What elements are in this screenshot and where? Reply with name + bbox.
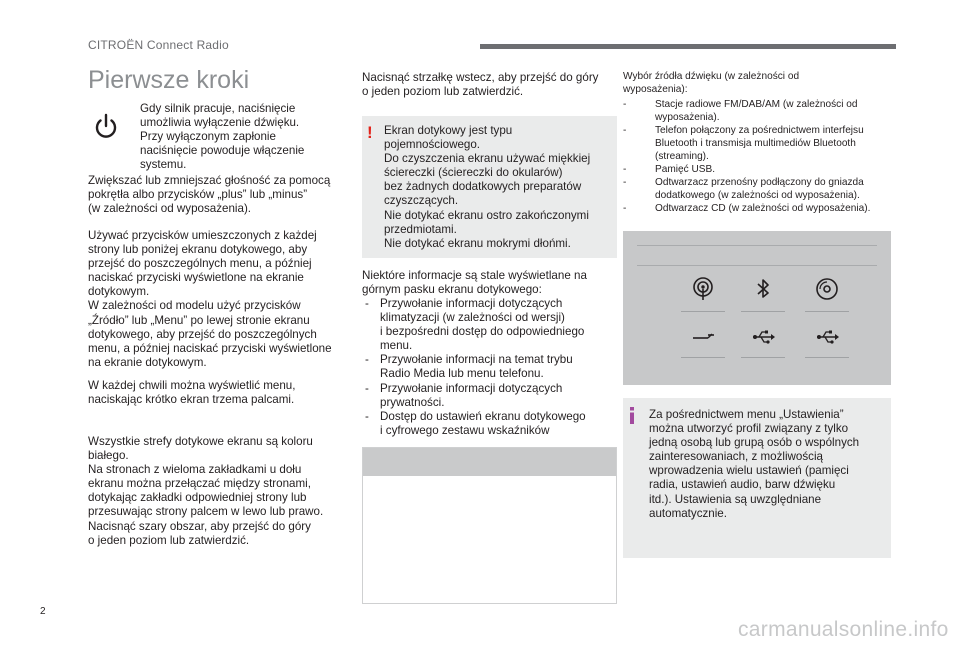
icon-underline — [741, 357, 785, 358]
source-selection-intro: Wybór źródła dźwięku (w zależności od wyposażenia): — [623, 71, 800, 95]
placeholder-header-bar — [363, 448, 616, 476]
volume-paragraph: Zwiększać lub zmniejszać głośność za pomocą pokrętła albo przycisków „plus” lub „minus” (w zależności od wyposażenia). — [88, 174, 331, 216]
info-text: Za pośrednictwem menu „Ustawienia” można utworzyć profil związany z tylko jedną osobą lub grupą osób o wspólnych zainteresowaniach, z możliwością wprowadzenia wielu ustawień (pamięci radia, ustawień audio, barw dźwięku itd.). Ustawienia są uwzględniane automatycznie. — [649, 408, 860, 520]
icon-underline — [681, 357, 725, 358]
icon-underline — [681, 311, 725, 312]
warning-text: Ekran dotykowy jest typu pojemnościowego. Do czyszczenia ekranu używać miękkiej ściereczki (ściereczki do okularów) bez żadnych dodatkowych preparatów czyszczących. Nie dotykać ekranu ostro zakończonymi przedmiotami. Nie dotykać ekranu mokrymi dłońmi. — [384, 124, 591, 250]
radio-icon — [681, 269, 725, 309]
list-item: - Przywołanie informacji dotyczących klimatyzacji (w zależności od wersji) i bezpośredni dostęp do odpowiedniego menu. — [362, 297, 618, 353]
three-finger-paragraph: W każdej chwili można wyświetlić menu, naciskając krótko ekran trzema palcami. — [88, 379, 296, 407]
list-item: - Pamięć USB. — [623, 163, 893, 176]
screen-divider — [637, 245, 877, 246]
status-bar-paragraph: Niektóre informacje są stale wyświetlane na górnym pasku ekranu dotykowego: — [362, 269, 587, 297]
watermark: carmanualsonline.info — [738, 618, 949, 641]
menu-buttons-paragraph: Używać przycisków umieszczonych z każdej strony lub poniżej ekranu dotykowego, aby przejść do poszczególnych menu, a później naciskać przyciski wyświetlone na ekranie dotykowym. W zależności od modelu użyć przycisków „Źródło” lub „Menu” po lewej stronie ekranu dotykowego, aby przejść do poszczególnych menu, a później naciskać przyciski wyświetlone na ekranie dotykowym. — [88, 229, 332, 369]
source-list — [623, 98, 893, 215]
aux-jack-icon — [681, 317, 725, 357]
list-item: - Telefon połączony za pośrednictwem interfejsu Bluetooth i transmisja multimediów Bluetooth (streaming). — [623, 124, 893, 163]
list-item: - Przywołanie informacji na temat trybu Radio Media lub menu telefonu. — [362, 353, 618, 381]
page-number: 2 — [40, 606, 46, 617]
icon-underline — [805, 357, 849, 358]
status-bar-list — [362, 297, 618, 438]
usb-icon — [805, 317, 849, 357]
icon-underline — [805, 311, 849, 312]
header-title: CITROËN Connect Radio — [88, 38, 229, 52]
list-item: - Stacje radiowe FM/DAB/AM (w zależności od wyposażenia). — [623, 98, 893, 124]
info-box — [623, 398, 891, 558]
list-item: - Dostęp do ustawień ekranu dotykowego i cyfrowego zestawu wskaźników — [362, 410, 618, 438]
screen-divider — [637, 265, 877, 266]
list-item: - Odtwarzacz CD (w zależności od wyposażenia). — [623, 202, 893, 215]
source-screen-illustration — [623, 231, 891, 385]
info-mark-icon — [629, 407, 635, 424]
usb-icon — [741, 317, 785, 357]
list-item: - Przywołanie informacji dotyczących prywatności. — [362, 382, 618, 410]
screen-illustration-placeholder — [362, 447, 617, 604]
page-title: Pierwsze kroki — [88, 66, 250, 94]
power-icon — [93, 113, 119, 141]
icon-underline — [741, 311, 785, 312]
warning-mark-icon: ! — [367, 123, 373, 142]
cd-icon — [805, 269, 849, 309]
back-arrow-paragraph: Nacisnąć strzałkę wstecz, aby przejść do góry o jeden poziom lub zatwierdzić. — [362, 71, 599, 99]
bluetooth-icon — [741, 269, 785, 309]
warning-box — [362, 116, 617, 258]
touch-zones-paragraph: Wszystkie strefy dotykowe ekranu są koloru białego. Na stronach z wieloma zakładkami u dołu ekranu można przełączać między stronami, dotykając zakładki odpowiedniej strony lub przesuwając strony palcem w lewo lub prawo. Nacisnąć szary obszar, aby przejść do góry o jeden poziom lub zatwierdzić. — [88, 435, 324, 547]
power-button-description: Gdy silnik pracuje, naciśnięcie umożliwia wyłączenie dźwięku. Przy wyłączonym zapłonie naciśnięcie powoduje włączenie systemu. — [140, 102, 305, 172]
header-divider-bar — [480, 44, 896, 49]
list-item: - Odtwarzacz przenośny podłączony do gniazda dodatkowego (w zależności od wyposażenia). — [623, 176, 893, 202]
